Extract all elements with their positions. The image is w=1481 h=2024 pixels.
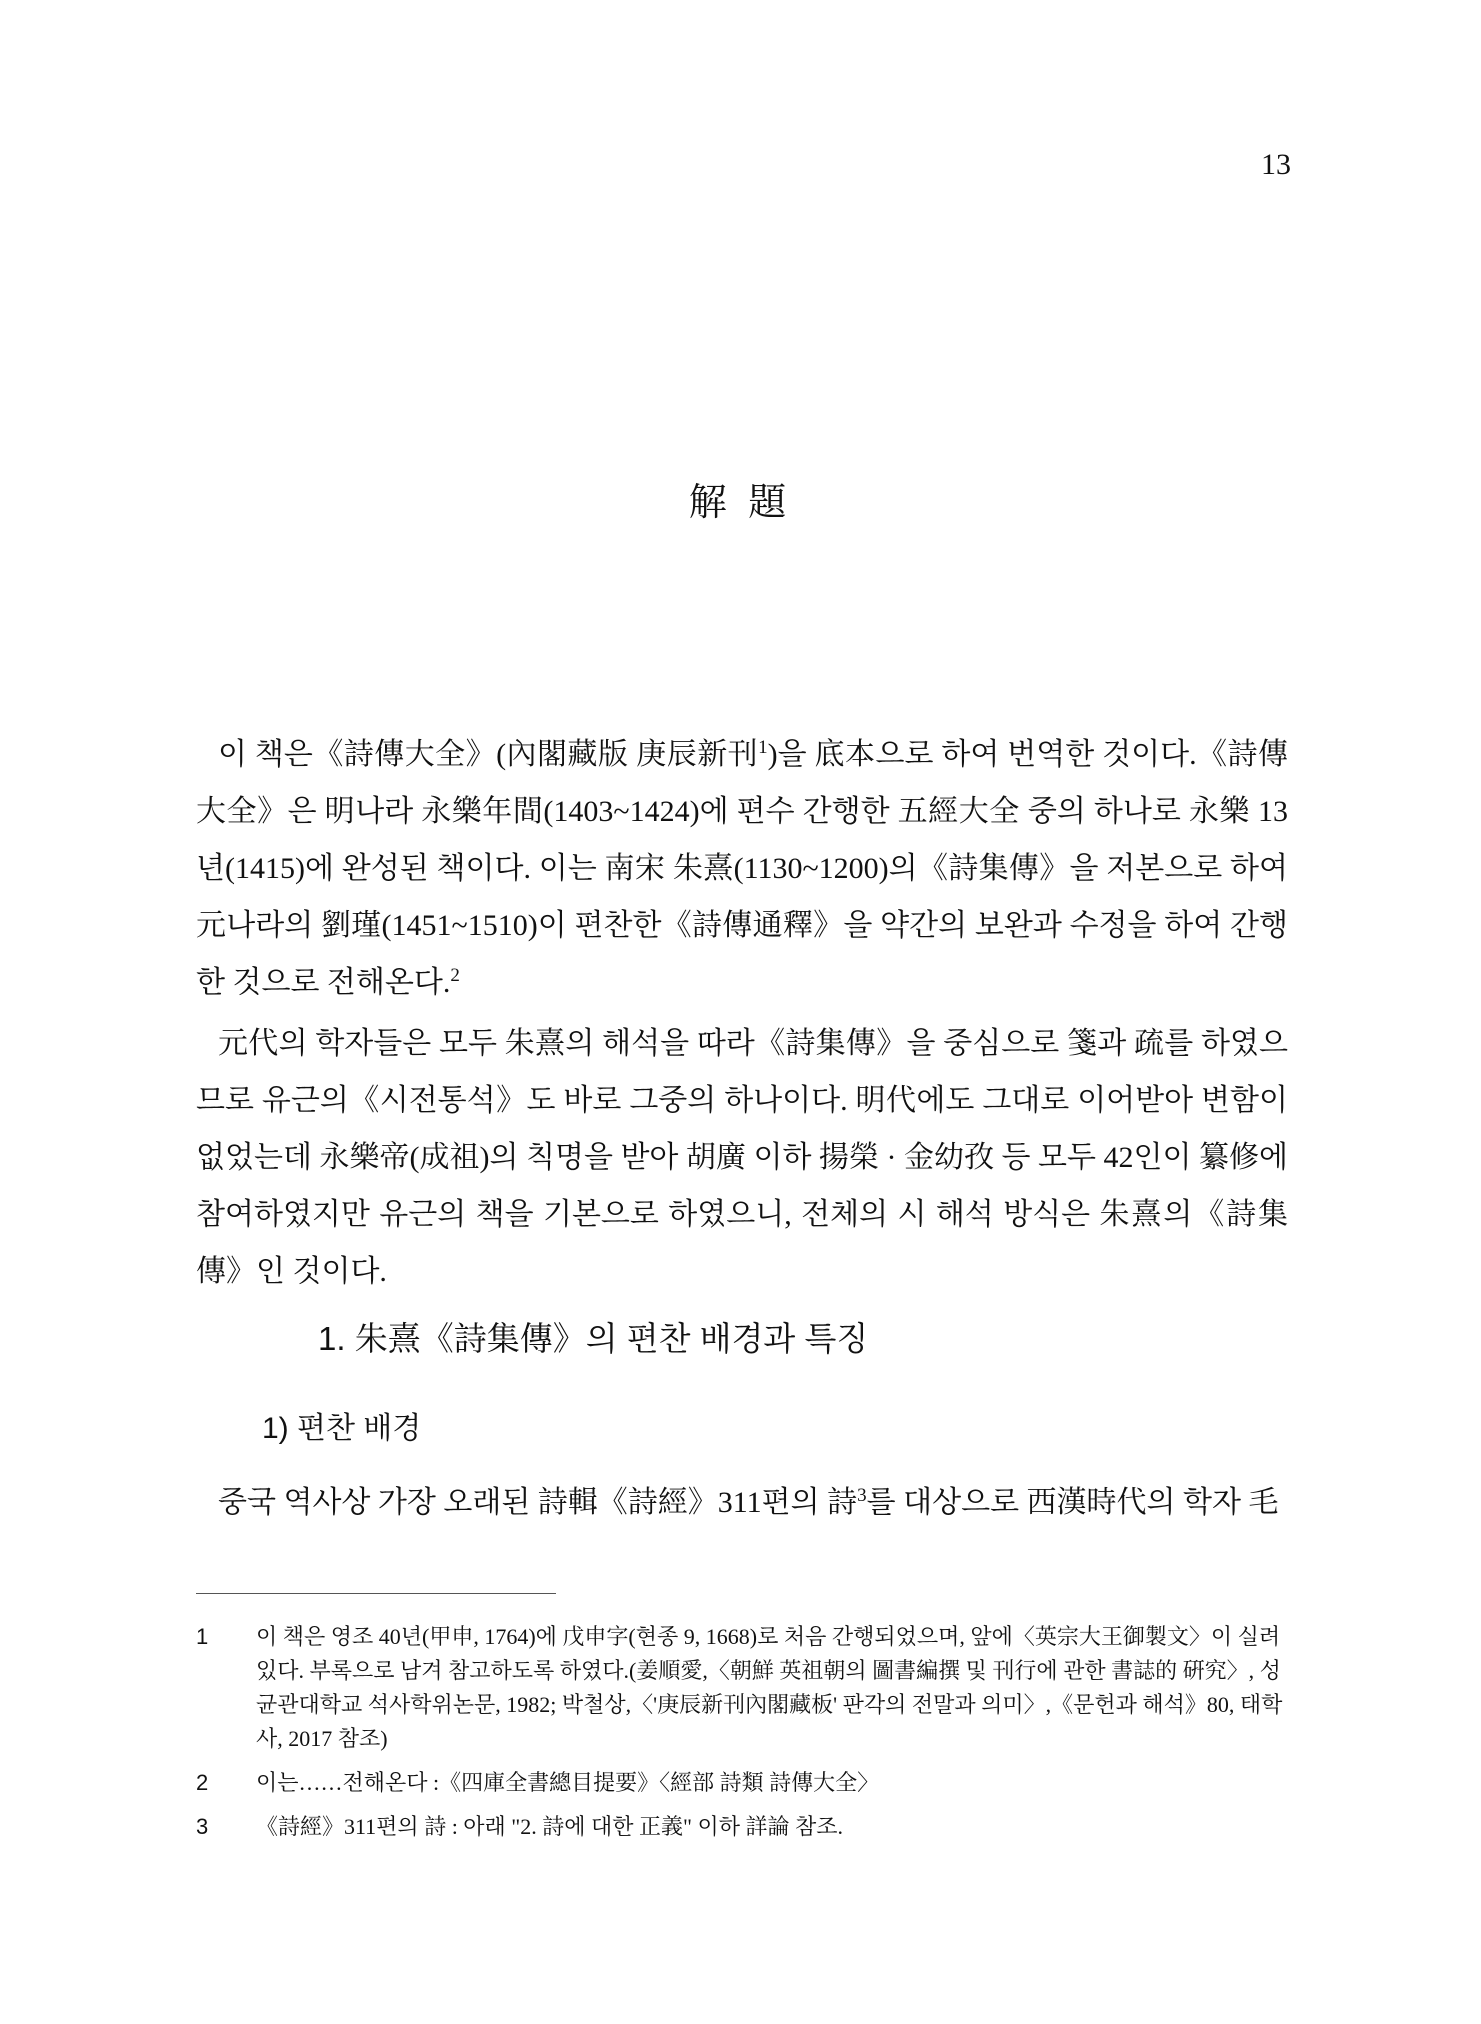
section-body <box>196 1474 1288 1531</box>
footnote-text: 이는……전해온다 :《四庫全書總目提要》〈經部 詩類 詩傳大全〉 <box>256 1770 880 1795</box>
page-title: 解 題 <box>688 482 793 524</box>
footnote-2 <box>196 1766 1288 1800</box>
paragraph-1 <box>196 726 1288 1011</box>
paragraph-1-text-a: 이 책은《詩傳大全》(內閣藏版 庚辰新刊 <box>218 738 759 771</box>
footnote-divider <box>196 1593 556 1594</box>
paragraph-1-text-b: )을 底本으로 하여 번역한 것이다.《詩傳大全》은 明나라 永樂年間(1403~1424)에 편수 간행한 五經大全 중의 하나로 永樂 13년(1415)에 완성된 책이다. 이는 南宋 朱熹(1130~1200)의《詩集傳》을 저본으로 하여 元나라의 劉瑾(1451~1510)이 편찬한《詩傳通釋》을 약간의 보완과 수정을 하여 간행한 것으로 전해온다. <box>196 738 1288 999</box>
footnote-text: 이 책은 영조 40년(甲申, 1764)에 戊申字(현종 9, 1668)로 처음 간행되었으며, 앞에〈英宗大王御製文〉이 실려 있다. 부록으로 남겨 참고하도록 하였다.(姜順愛,〈朝鮮 英祖朝의 圖書編撰 및 刊行에 관한 書誌的 硏究〉, 성균관대학교 석사학위논문, 1982; 박철상,〈'庚辰新刊內閣藏板' 판각의 전말과 의미〉,《문헌과 해석》80, 태학사, 2017 참조) <box>256 1624 1283 1751</box>
footnotes <box>196 1620 1288 1854</box>
footnote-number: 2 <box>196 1770 209 1795</box>
footnote-1 <box>196 1620 1288 1756</box>
sub-heading: 1) 편찬 배경 <box>262 1412 422 1445</box>
footnote-ref-1[interactable]: 1 <box>758 737 768 758</box>
paragraph-2: 元代의 학자들은 모두 朱熹의 해석을 따라《詩集傳》을 중심으로 箋과 疏를 하였으므로 유근의《시전통석》도 바로 그중의 하나이다. 明代에도 그대로 이어받아 변함이 없었는데 永樂帝(成祖)의 칙명을 받아 胡廣 이하 揚榮 · 金幼孜 등 모두 42인이 纂修에 참여하였지만 유근의 책을 기본으로 하였으니, 전체의 시 해석 방식은 朱熹의《詩集傳》인 것이다. <box>196 1027 1288 1288</box>
paragraph-3 <box>196 1474 1288 1531</box>
intro-body <box>196 726 1288 1300</box>
footnote-3 <box>196 1810 1288 1844</box>
footnote-number: 3 <box>196 1814 209 1839</box>
paragraph-3-text-b: 를 대상으로 西漢時代의 학자 毛 <box>866 1486 1279 1519</box>
footnote-ref-3[interactable]: 3 <box>857 1485 867 1506</box>
page-number: 13 <box>1261 148 1291 181</box>
footnote-number: 1 <box>196 1624 209 1649</box>
footnote-text: 《詩經》311편의 詩 : 아래 "2. 詩에 대한 正義" 이하 詳論 참조. <box>256 1814 844 1839</box>
section-heading: 1. 朱熹《詩集傳》의 편찬 배경과 특징 <box>318 1320 869 1357</box>
footnote-ref-2[interactable]: 2 <box>450 965 460 986</box>
paragraph-3-text-a: 중국 역사상 가장 오래된 詩輯《詩經》311편의 詩 <box>218 1486 858 1519</box>
